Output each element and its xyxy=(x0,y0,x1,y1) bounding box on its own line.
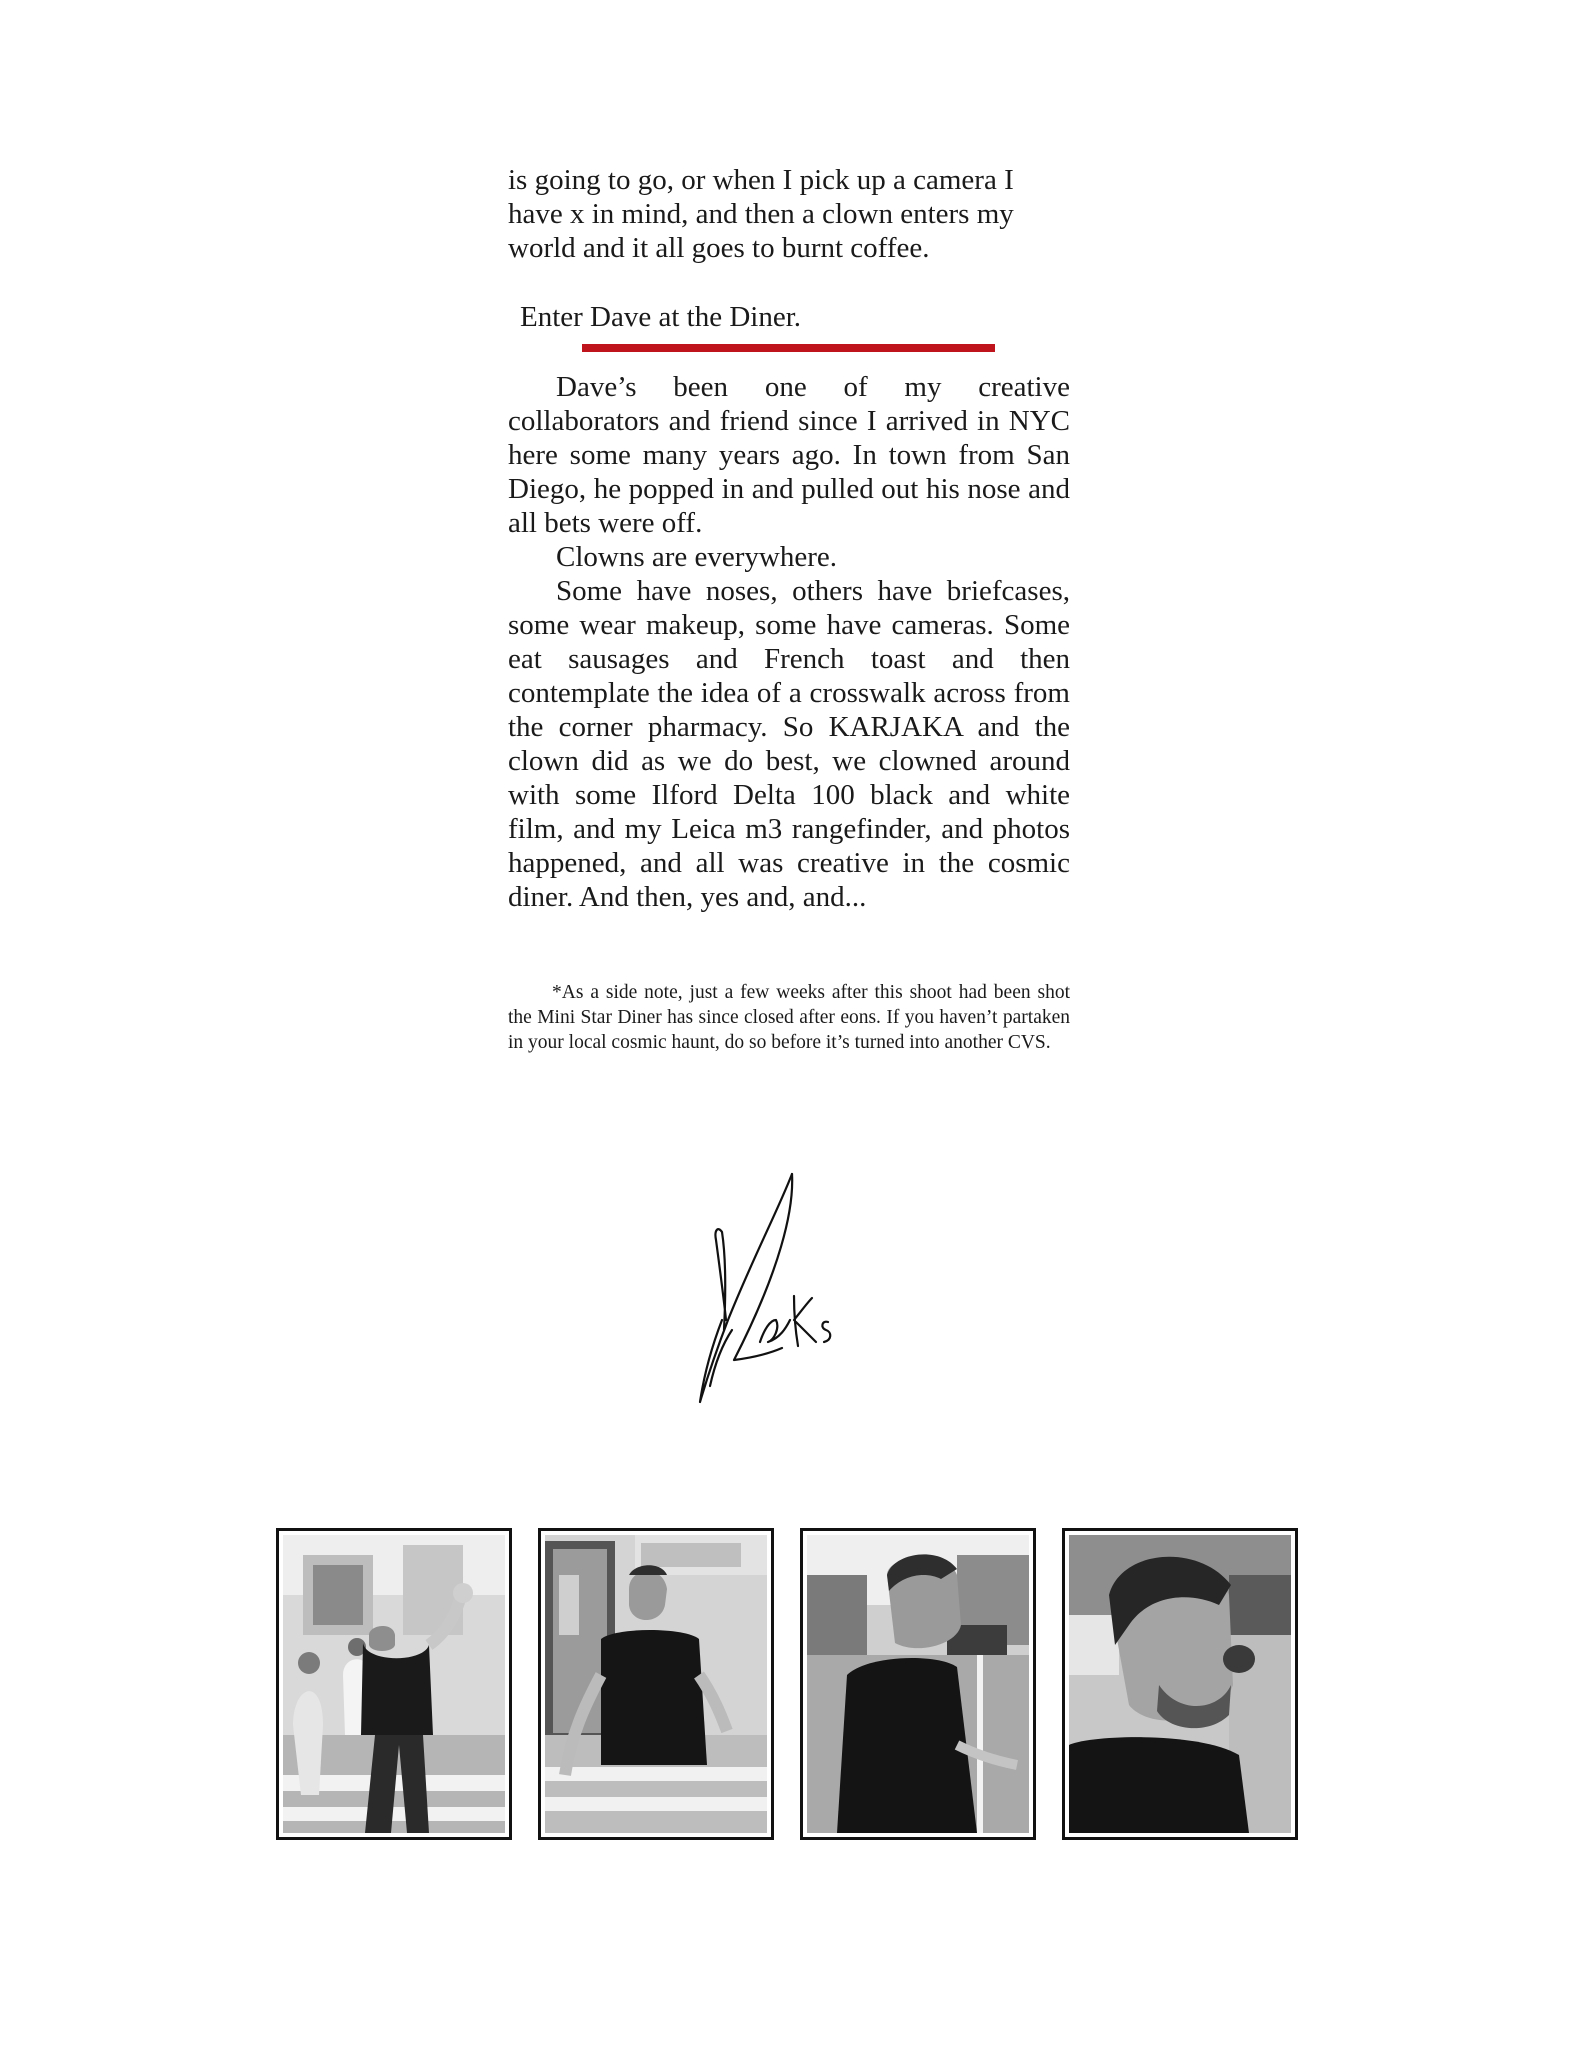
body-text-block xyxy=(508,370,1070,914)
photo-frame-3 xyxy=(800,1528,1036,1840)
photo-frame-4 xyxy=(1062,1528,1298,1840)
photo-strip xyxy=(276,1528,1300,1840)
signature-icon xyxy=(690,1170,870,1410)
section-heading: Enter Dave at the Diner. xyxy=(520,301,802,333)
body-paragraph-2: Clowns are everywhere. xyxy=(556,541,838,573)
photo-man-pharmacy-storefront-icon xyxy=(545,1535,767,1833)
photo-man-profile-street-icon xyxy=(807,1535,1029,1833)
photo-man-profile-clown-nose-icon xyxy=(1069,1535,1291,1833)
intro-text-block xyxy=(508,163,1070,265)
intro-paragraph: is going to go, or when I pick up a camera I have x in mind, and then a clown enters my world and it all goes to burnt coffee. xyxy=(508,164,1014,264)
body-paragraph-3: Some have noses, others have briefcases, some wear makeup, some have cameras. Some eat sausages and French toast and then contemplate the idea of a crosswalk across from the corner pharmacy. So KARJAKA and the clown did as we do best, we clowned around with some Ilford Delta 100 black and white film, and my Leica m3 rangefinder, and photos happened, and all was creative in the cosmic diner. And then, yes and, and... xyxy=(508,575,1070,913)
heading-underline-rule xyxy=(582,344,995,352)
body-paragraph-1: Dave’s been one of my creative collaborators and friend since I arrived in NYC here some many years ago. In town from San Diego, he popped in and pulled out his nose and all bets were off. xyxy=(508,371,1070,539)
photo-man-waving-crosswalk-icon xyxy=(283,1535,505,1833)
photo-frame-1 xyxy=(276,1528,512,1840)
footnote: *As a side note, just a few weeks after this shoot had been shot the Mini Star Diner has since closed after eons. If you haven’t partaken in your local cosmic haunt, do so before it’s turned into another CVS. xyxy=(508,982,1070,1053)
photo-frame-2 xyxy=(538,1528,774,1840)
